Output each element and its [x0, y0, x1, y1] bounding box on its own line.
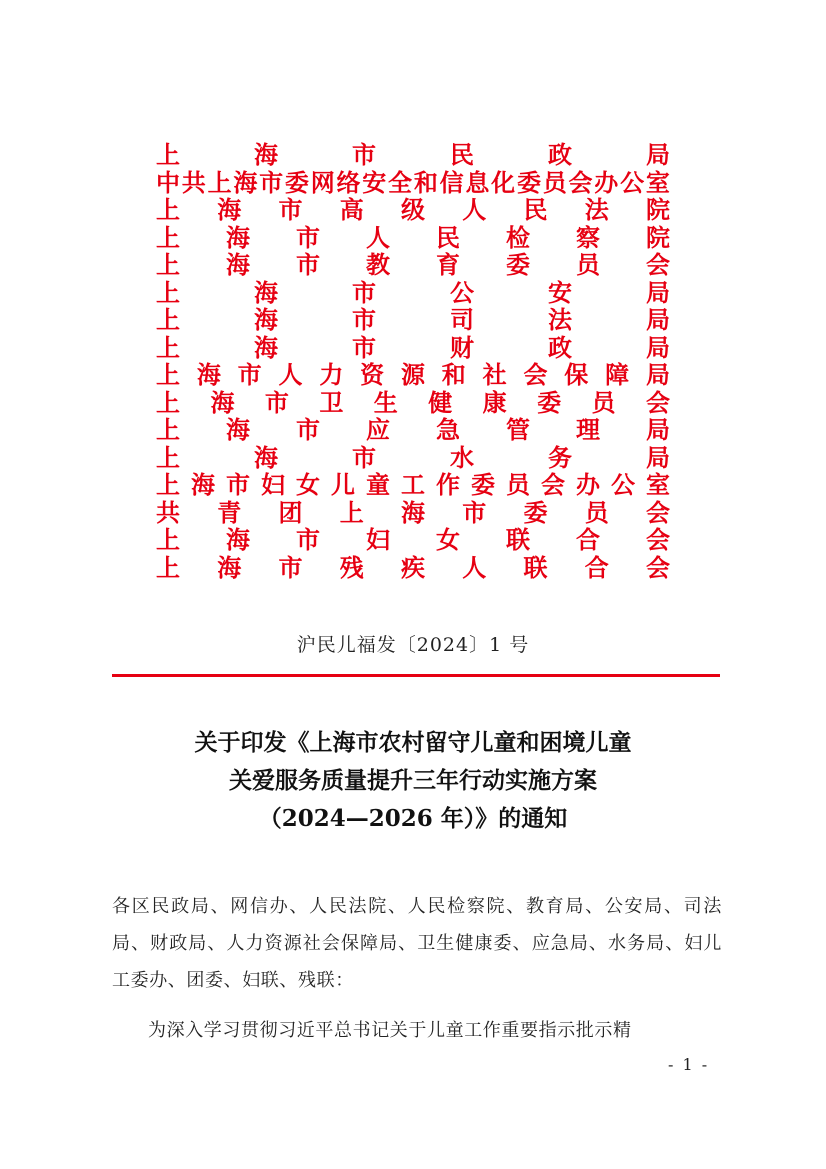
body-paragraph: 为深入学习贯彻习近平总书记关于儿童工作重要指示批示精: [148, 1020, 632, 1041]
issuer-row: 上 海 市 公 安 局: [156, 277, 670, 307]
document-number: 沪民儿福发〔2024〕1 号: [296, 634, 530, 656]
red-separator-line: [112, 674, 720, 677]
issuer-row: 共 青 团 上 海 市 委 员 会: [156, 497, 670, 527]
addressee-list: 各区民政局、网信办、人民法院、人民检察院、教育局、公安局、司法局、财政局、人力资源社会保障局、卫生健康委、应急局、水务局、妇儿工委办、团委、妇联、残联：: [112, 896, 722, 991]
issuer-row: 上 海 市 财 政 局: [156, 332, 670, 362]
title-line-1: 关于印发《上海市农村留守儿童和困境儿童: [194, 729, 632, 756]
page-number: - 1 -: [668, 1055, 710, 1074]
document-title: [0, 724, 826, 838]
issuer-row: 上 海 市 妇 女 联 合 会: [156, 525, 670, 554]
issuer-row: 上 海 市 教 育 委 员 会: [156, 250, 670, 279]
issuer-row: 上 海 市 司 法 局: [156, 305, 670, 334]
title-line-3: （2024—2026 年）》的通知: [258, 805, 568, 832]
issuer-row: 上 海 市 水 务 局: [156, 442, 670, 472]
issuer-row: 中 共 上 海 市 委 网 络 安 全 和 信 息 化 委 员 会 办 公 室: [156, 167, 670, 197]
title-line-2: 关爱服务质量提升三年行动实施方案: [229, 767, 597, 794]
issuer-row: 上 海 市 人 力 资 源 和 社 会 保 障 局: [156, 360, 670, 389]
issuing-agencies-header: [156, 141, 670, 581]
issuer-row: 上 海 市 高 级 人 民 法 院: [156, 195, 670, 224]
issuer-row: 上 海 市 民 政 局: [156, 140, 670, 169]
issuer-row: 上 海 市 应 急 管 理 局: [156, 415, 670, 444]
issuer-row: 上 海 市 人 民 检 察 院: [156, 222, 670, 252]
issuer-row: 上 海 市 卫 生 健 康 委 员 会: [156, 387, 670, 417]
issuer-row: 上 海 市 妇 女 儿 童 工 作 委 员 会 办 公 室: [156, 470, 670, 499]
issuer-row: 上 海 市 残 疾 人 联 合 会: [156, 552, 670, 582]
